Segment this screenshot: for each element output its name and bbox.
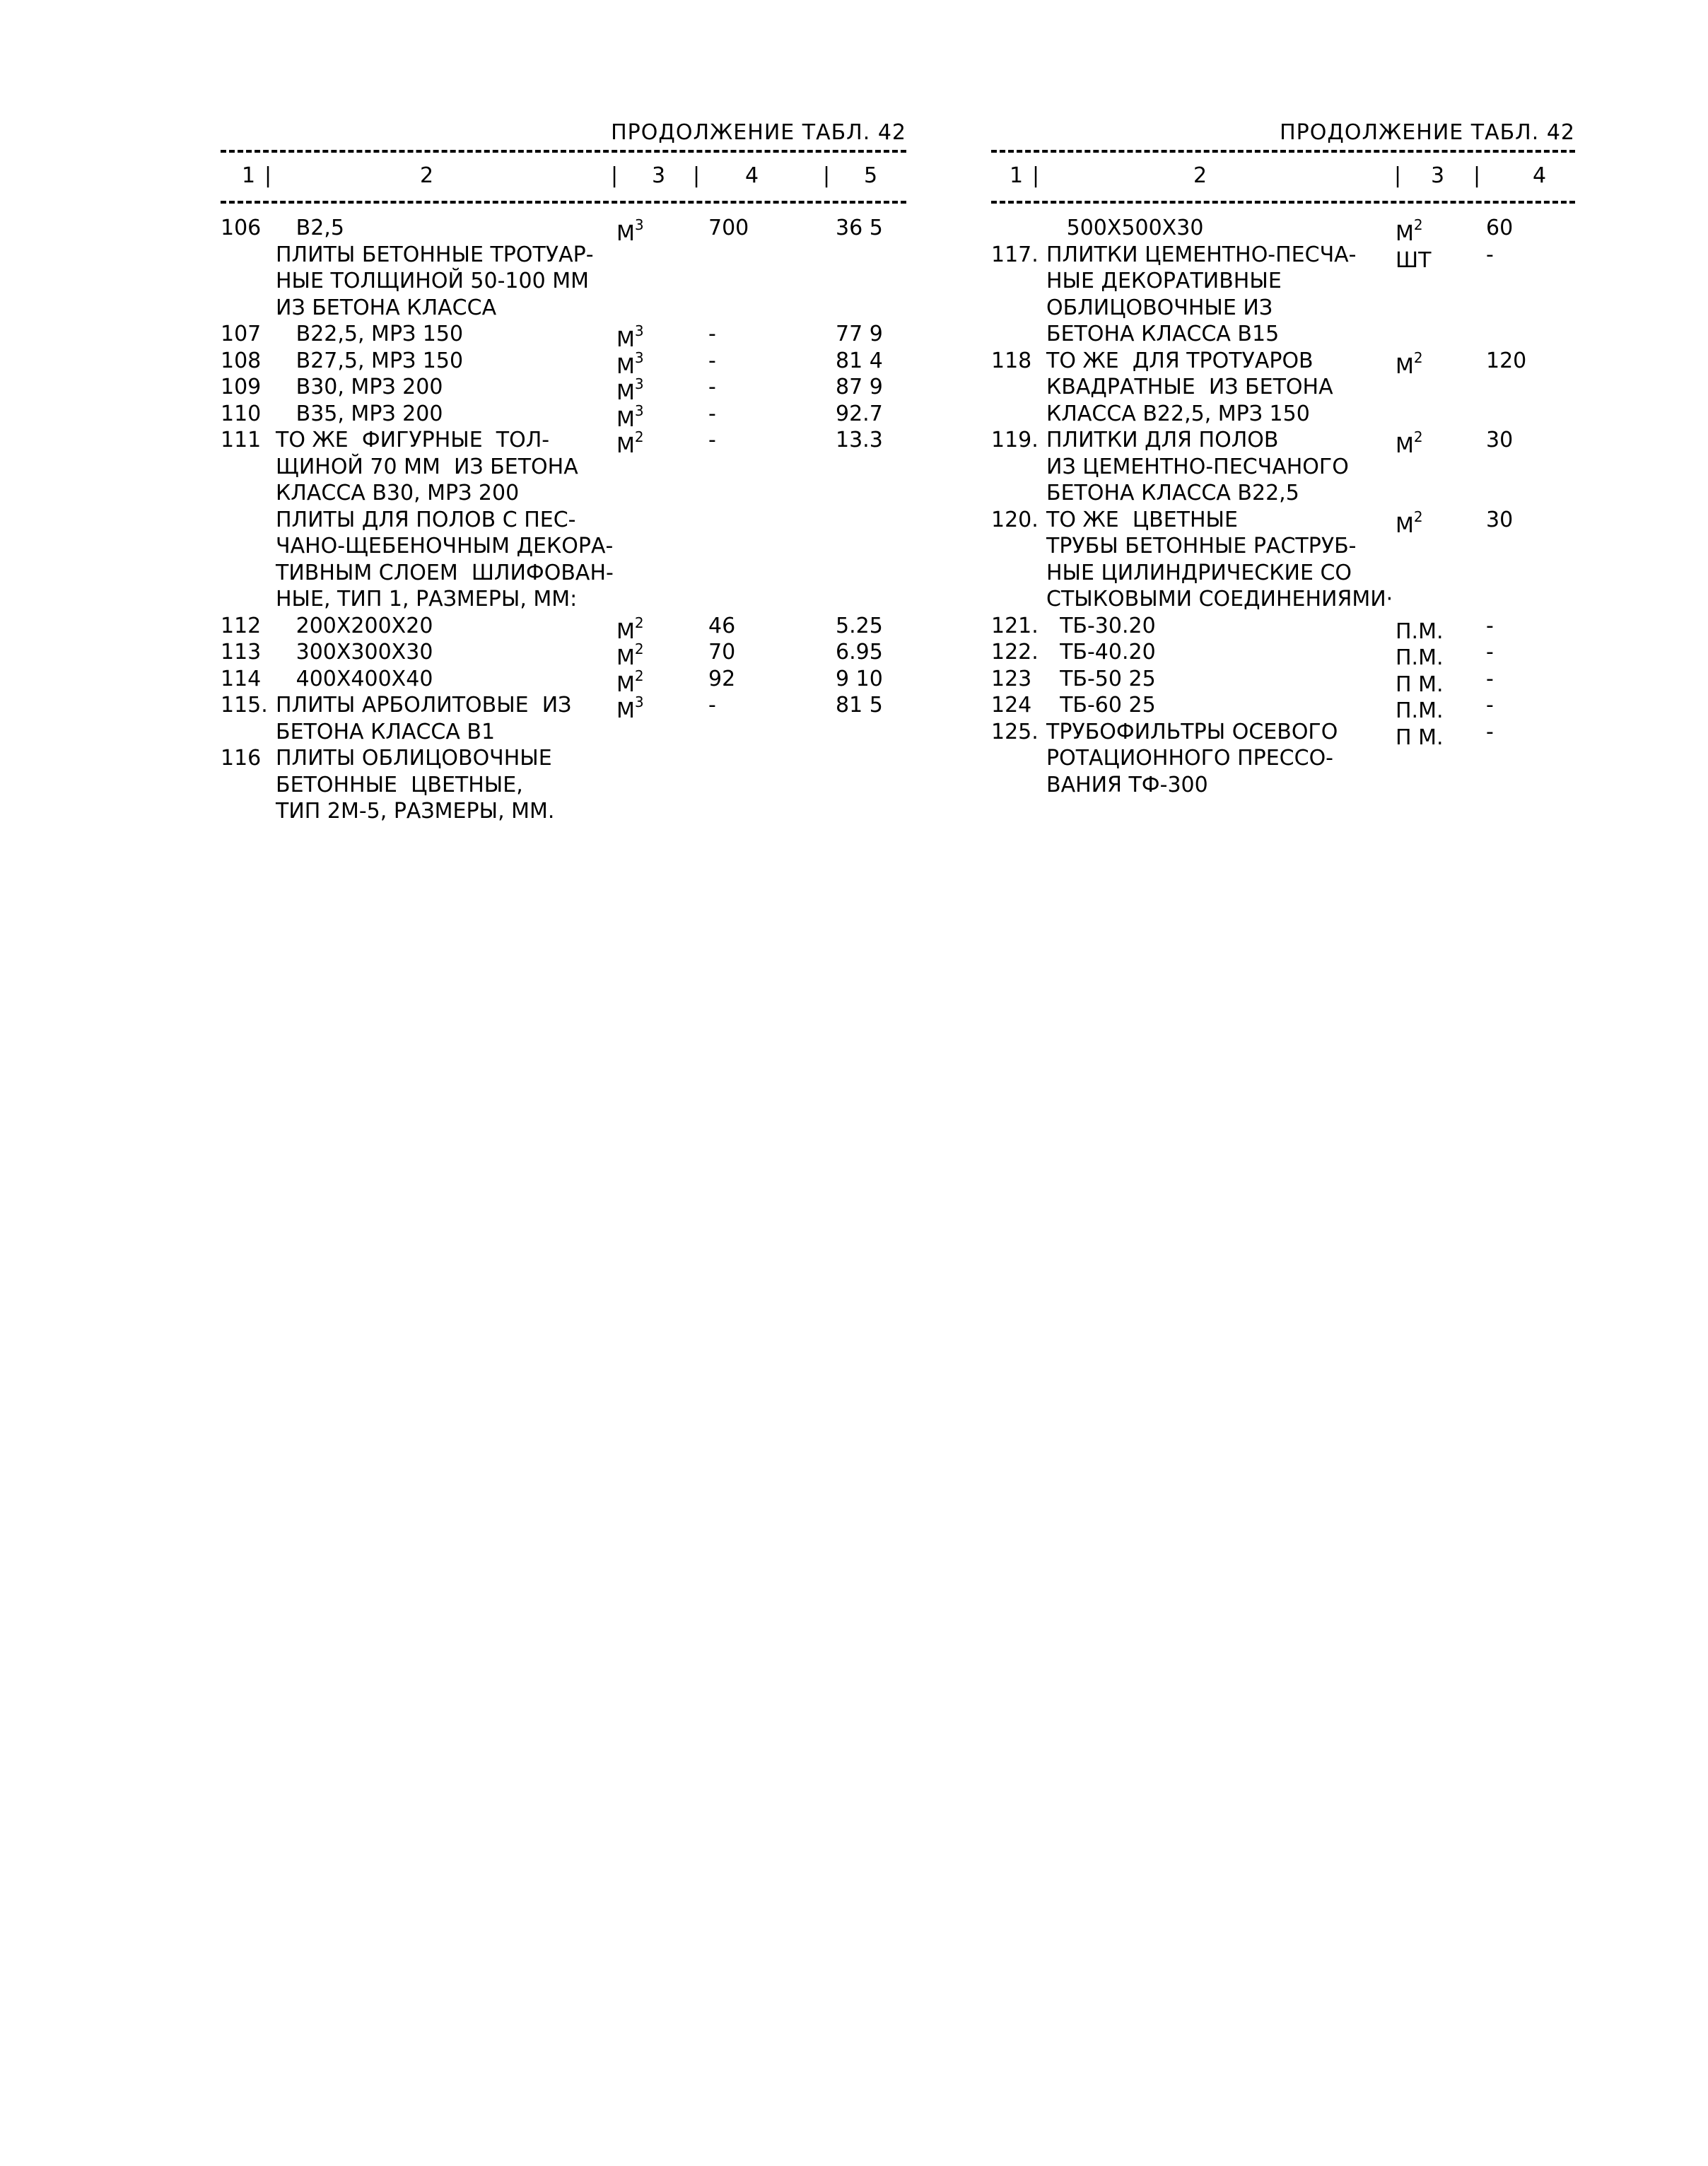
row-description <box>276 692 906 745</box>
table-row <box>991 613 1575 644</box>
unit-of-measure <box>616 215 644 246</box>
description-line: В27,5, МРЗ 150 <box>276 348 464 373</box>
column-header-row <box>991 153 1575 201</box>
row-description <box>276 427 906 613</box>
row-number: 119. <box>991 428 1039 452</box>
unit-exponent: 2 <box>1413 428 1423 445</box>
row-number: 125. <box>991 719 1039 744</box>
unit-base: М <box>616 645 635 670</box>
description-line: БЕТОНА КЛАССА В22,5 <box>1046 481 1299 505</box>
row-description <box>276 639 906 666</box>
row-description <box>276 348 906 375</box>
description-line: ПЛИТЫ ОБЛИЦОВОЧНЫЕ <box>276 746 552 771</box>
table-row <box>221 348 906 379</box>
table-row <box>991 242 1575 348</box>
unit-base: М <box>616 406 635 432</box>
description-line: ВАНИЯ ТФ-300 <box>1046 772 1208 797</box>
value-col-4: 46 <box>708 613 736 638</box>
unit-base: М <box>616 433 635 458</box>
value-col-4: 30 <box>1486 428 1514 452</box>
row-number: 112 <box>221 613 262 638</box>
header-divider: | <box>823 163 831 188</box>
table-row <box>991 666 1575 697</box>
table-row <box>221 666 906 697</box>
unit-base: М <box>1396 513 1414 538</box>
value-col-4: - <box>1486 640 1494 665</box>
unit-base: М <box>616 353 635 379</box>
row-number: 113 <box>221 640 262 665</box>
value-col-4: - <box>708 348 716 373</box>
value-col-5: 92.7 <box>836 401 883 426</box>
unit-exponent: 3 <box>634 322 644 339</box>
unit-exponent: 3 <box>634 349 644 366</box>
description-line: БЕТОНА КЛАССА В1 <box>276 719 496 744</box>
description-line: 200Х200Х20 <box>276 613 433 638</box>
value-col-5: 81 5 <box>836 693 883 718</box>
description-line: ТРУБОФИЛЬТРЫ ОСЕВОГО <box>1046 719 1338 744</box>
table-row <box>221 745 906 825</box>
description-line: ТИВНЫМ СЛОЕМ ШЛИФОВАН- <box>276 560 614 585</box>
unit-base: М <box>1396 221 1414 246</box>
header-col-3: 3 <box>652 163 666 188</box>
unit-base: П М. <box>1396 672 1444 697</box>
unit-of-measure <box>616 401 644 432</box>
unit-of-measure <box>616 427 644 458</box>
row-description <box>276 215 906 321</box>
unit-base: М <box>616 327 635 352</box>
header-col-2: 2 <box>420 163 434 188</box>
description-line: ТБ-50 25 <box>1046 666 1156 691</box>
dashed-rule-header <box>221 201 906 204</box>
unit-of-measure <box>616 692 644 723</box>
table-row <box>221 215 906 321</box>
unit-base: М <box>616 619 635 644</box>
table-row <box>991 719 1575 799</box>
table-row <box>991 215 1575 246</box>
value-col-4: - <box>1486 693 1494 718</box>
row-description <box>1046 639 1575 666</box>
value-col-4: 70 <box>708 640 736 665</box>
header-col-5: 5 <box>864 163 878 188</box>
value-col-5: 6.95 <box>836 640 883 665</box>
unit-exponent: 2 <box>634 667 644 684</box>
description-line: КВАДРАТНЫЕ ИЗ БЕТОНА <box>1046 375 1333 399</box>
unit-of-measure <box>616 666 644 697</box>
unit-of-measure <box>1396 427 1423 458</box>
header-col-1: 1 <box>242 163 256 188</box>
value-col-4: - <box>708 428 716 452</box>
value-col-4: - <box>708 401 716 426</box>
description-line: В30, МРЗ 200 <box>276 375 443 399</box>
description-line: ИЗ ЦЕМЕНТНО-ПЕСЧАНОГО <box>1046 454 1349 479</box>
unit-exponent: 2 <box>1413 349 1423 366</box>
description-line: ТРУБЫ БЕТОННЫЕ РАСТРУБ- <box>1046 534 1357 558</box>
unit-base: ШТ <box>1396 247 1432 273</box>
unit-of-measure <box>1396 215 1423 246</box>
unit-of-measure <box>1396 242 1432 273</box>
description-line: ИЗ БЕТОНА КЛАССА <box>276 295 497 320</box>
description-line: В2,5 <box>276 216 344 240</box>
description-line: НЫЕ ДЕКОРАТИВНЫЕ <box>1046 269 1282 293</box>
value-col-4: 92 <box>708 666 736 691</box>
description-line: 300Х300Х30 <box>276 640 433 665</box>
row-description <box>276 666 906 693</box>
description-line: КЛАССА В30, МРЗ 200 <box>276 481 520 505</box>
row-number: 108 <box>221 348 262 373</box>
value-col-4: 700 <box>708 216 749 240</box>
value-col-4: 120 <box>1486 348 1527 373</box>
description-line: ТО ЖЕ ЦВЕТНЫЕ <box>1046 507 1238 532</box>
row-number: 107 <box>221 322 262 346</box>
row-number: 118 <box>991 348 1032 373</box>
unit-of-measure <box>1396 639 1444 670</box>
table-row <box>991 692 1575 723</box>
description-line: ТО ЖЕ ДЛЯ ТРОТУАРОВ <box>1046 348 1314 373</box>
description-line: ПЛИТЫ АРБОЛИТОВЫЕ ИЗ <box>276 693 572 718</box>
row-description <box>1046 719 1575 799</box>
description-line: ПЛИТЫ БЕТОННЫЕ ТРОТУАР- <box>276 242 594 267</box>
description-line: НЫЕ ТОЛЩИНОЙ 50-100 ММ <box>276 269 589 293</box>
description-line: ЩИНОЙ 70 ММ ИЗ БЕТОНА <box>276 454 578 479</box>
description-line: ПЛИТЫ ДЛЯ ПОЛОВ С ПЕС- <box>276 507 576 532</box>
table-row <box>221 401 906 432</box>
value-col-4: - <box>708 693 716 718</box>
table-row <box>221 427 906 613</box>
description-line: В35, МРЗ 200 <box>276 401 443 426</box>
continuation-label: ПРОДОЛЖЕНИЕ ТАБЛ. 42 <box>1280 120 1575 145</box>
unit-of-measure <box>616 348 644 379</box>
row-number: 122. <box>991 640 1039 665</box>
unit-exponent: 3 <box>634 693 644 710</box>
unit-of-measure <box>616 374 644 405</box>
table-row <box>991 639 1575 670</box>
table-row <box>221 613 906 644</box>
unit-base: П.М. <box>1396 619 1444 644</box>
unit-base: М <box>616 698 635 723</box>
column-header-row <box>221 153 906 201</box>
table-body <box>991 215 1575 798</box>
value-col-5: 81 4 <box>836 348 883 373</box>
description-line: 400Х400Х40 <box>276 666 433 691</box>
row-description <box>276 745 906 825</box>
header-divider: | <box>1473 163 1481 188</box>
row-number: 117. <box>991 242 1039 267</box>
header-divider: | <box>1394 163 1402 188</box>
unit-exponent: 2 <box>634 640 644 657</box>
row-description <box>1046 613 1575 640</box>
dashed-rule-header <box>991 201 1575 204</box>
description-line: ТБ-40.20 <box>1046 640 1156 665</box>
header-col-2: 2 <box>1193 163 1207 188</box>
unit-base: П.М. <box>1396 698 1444 723</box>
unit-of-measure <box>1396 719 1444 750</box>
row-number: 115. <box>221 693 268 718</box>
description-line: НЫЕ, ТИП 1, РАЗМЕРЫ, ММ: <box>276 587 578 611</box>
value-col-4: - <box>708 375 716 399</box>
description-line: ЧАНО-ЩЕБЕНОЧНЫМ ДЕКОРА- <box>276 534 614 558</box>
table-row <box>991 507 1575 613</box>
unit-of-measure <box>1396 348 1423 379</box>
unit-of-measure <box>616 639 644 670</box>
unit-base: М <box>1396 433 1414 458</box>
unit-exponent: 3 <box>634 216 644 233</box>
unit-base: М <box>1396 353 1414 379</box>
description-line: ОБЛИЦОВОЧНЫЕ ИЗ <box>1046 295 1273 320</box>
row-description <box>1046 666 1575 693</box>
description-line: БЕТОННЫЕ ЦВЕТНЫЕ, <box>276 772 523 797</box>
table-row <box>991 427 1575 507</box>
row-number: 123 <box>991 666 1032 691</box>
description-line: РОТАЦИОННОГО ПРЕССО- <box>1046 746 1334 771</box>
unit-exponent: 2 <box>634 614 644 631</box>
description-line: ТБ-30.20 <box>1046 613 1156 638</box>
description-line: ПЛИТКИ ДЛЯ ПОЛОВ <box>1046 428 1279 452</box>
unit-of-measure <box>616 321 644 352</box>
unit-exponent: 2 <box>1413 216 1423 233</box>
unit-of-measure <box>1396 666 1444 697</box>
table-row <box>221 692 906 745</box>
header-divider: | <box>611 163 619 188</box>
row-number: 114 <box>221 666 262 691</box>
row-number: 121. <box>991 613 1039 638</box>
row-number: 116 <box>221 746 262 771</box>
unit-exponent: 2 <box>634 428 644 445</box>
unit-base: М <box>616 221 635 246</box>
value-col-5: 77 9 <box>836 322 883 346</box>
row-description <box>276 321 906 348</box>
value-col-4: 30 <box>1486 507 1514 532</box>
table-body <box>221 215 906 825</box>
row-number: 110 <box>221 401 262 426</box>
row-number: 120. <box>991 507 1039 532</box>
description-line: ТБ-60 25 <box>1046 693 1156 718</box>
header-col-3: 3 <box>1431 163 1445 188</box>
row-description <box>1046 692 1575 719</box>
right-table <box>991 116 1575 798</box>
row-description <box>1046 242 1575 348</box>
value-col-5: 9 10 <box>836 666 883 691</box>
unit-of-measure <box>1396 692 1444 723</box>
unit-of-measure <box>1396 507 1423 538</box>
header-col-1: 1 <box>1010 163 1024 188</box>
row-description <box>276 374 906 401</box>
value-col-5: 5.25 <box>836 613 883 638</box>
table-row <box>221 321 906 352</box>
description-line: КЛАССА В22,5, МРЗ 150 <box>1046 401 1310 426</box>
value-col-5: 87 9 <box>836 375 883 399</box>
value-col-4: - <box>1486 242 1494 267</box>
row-description <box>276 613 906 640</box>
row-number: 124 <box>991 693 1032 718</box>
value-col-4: 60 <box>1486 216 1514 240</box>
description-line: ТИП 2М-5, РАЗМЕРЫ, ММ. <box>276 799 555 824</box>
description-line: ТО ЖЕ ФИГУРНЫЕ ТОЛ- <box>276 428 550 452</box>
header-divider: | <box>693 163 701 188</box>
unit-of-measure <box>616 613 644 644</box>
unit-of-measure <box>1396 613 1444 644</box>
header-col-4: 4 <box>1533 163 1547 188</box>
description-line: СТЫКОВЫМИ СОЕДИНЕНИЯМИ· <box>1046 587 1393 611</box>
row-number: 109 <box>221 375 262 399</box>
table-row <box>221 374 906 405</box>
value-col-5: 13.3 <box>836 428 883 452</box>
header-divider: | <box>264 163 272 188</box>
value-col-4: - <box>708 322 716 346</box>
header-col-4: 4 <box>745 163 759 188</box>
description-line: В22,5, МРЗ 150 <box>276 322 464 346</box>
description-line: 500Х500Х30 <box>1046 216 1204 240</box>
table-row <box>991 348 1575 428</box>
unit-base: П.М. <box>1396 645 1444 670</box>
unit-base: М <box>616 672 635 697</box>
unit-exponent: 3 <box>634 375 644 392</box>
value-col-4: - <box>1486 613 1494 638</box>
unit-base: М <box>616 380 635 405</box>
value-col-4: - <box>1486 719 1494 744</box>
continuation-label: ПРОДОЛЖЕНИЕ ТАБЛ. 42 <box>611 120 906 145</box>
unit-base: П М. <box>1396 725 1444 750</box>
description-line: БЕТОНА КЛАССА В15 <box>1046 322 1280 346</box>
header-divider: | <box>1032 163 1040 188</box>
description-line: ПЛИТКИ ЦЕМЕНТНО-ПЕСЧА- <box>1046 242 1357 267</box>
row-number: 106 <box>221 216 262 240</box>
description-line: НЫЕ ЦИЛИНДРИЧЕСКИЕ СО <box>1046 560 1352 585</box>
row-description <box>276 401 906 428</box>
value-col-5: 36 5 <box>836 216 883 240</box>
unit-exponent: 2 <box>1413 508 1423 525</box>
left-table <box>221 116 906 825</box>
unit-exponent: 3 <box>634 402 644 419</box>
value-col-4: - <box>1486 666 1494 691</box>
table-row <box>221 639 906 670</box>
row-number: 111 <box>221 428 262 452</box>
